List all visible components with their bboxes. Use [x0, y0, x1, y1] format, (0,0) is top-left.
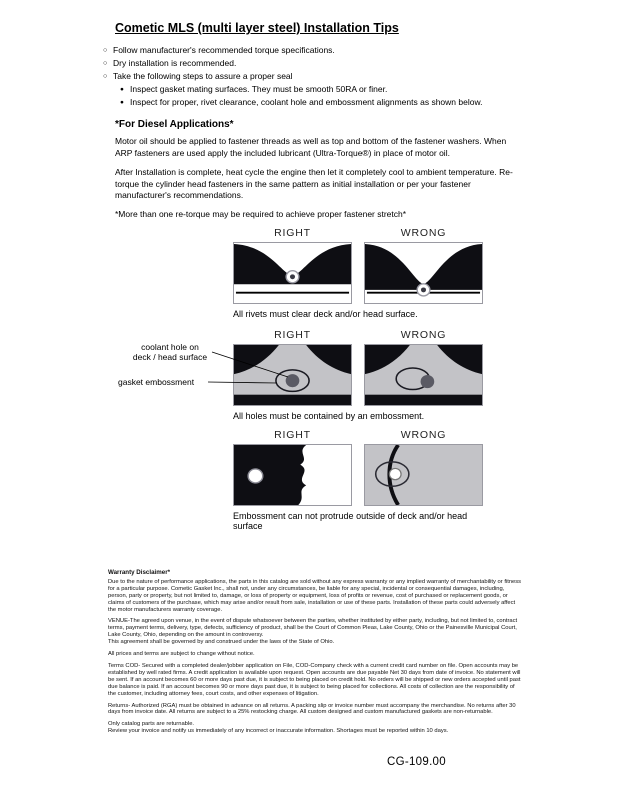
hole-contained-right-illustration: [234, 345, 351, 405]
embossment-protruding-wrong-illustration: [365, 445, 482, 505]
coolant-hole: [286, 374, 300, 387]
fig2-wrong-label: WRONG: [400, 329, 447, 341]
fig1-wrong-diagram: [364, 242, 483, 304]
fig2-wrong-diagram: [364, 344, 483, 406]
legal-paragraph-terms: Terms COD- Secured with a completed dealer/jobber application on File, COD-Company check with a current credit card number on file. Open accounts may be established by well rated firms. A credit application is available upon request. Open accounts are due payable Net 30 days from date of invoice. No statement will be sent. If an account becomes 60 or more days past due, it is subject to being placed on credit hold. No orders will be shipped or new orders accepted until past due balance is paid. If an account becomes 90 or more days past due, it is subject to being placed for collections. All costs of collection are the responsibility of the customer, including attorney fees, court costs, and other expenses of litigation.: [108, 662, 521, 697]
coolant-hole-callout: [128, 342, 212, 362]
fig3-right-diagram: [233, 444, 352, 506]
gasket-embossment-callout: gasket embossment: [118, 377, 195, 387]
retorque-note: *More than one re-torque may be required to achieve proper fastener stretch*: [115, 209, 407, 219]
fig2-right-label: RIGHT: [274, 329, 311, 341]
legal-paragraph-prices: All prices and terms are subject to change without notice.: [108, 651, 255, 658]
tip-item: ○ Follow manufacturer's recommended torque specifications.: [103, 44, 533, 57]
embossment-hole: [248, 469, 263, 483]
fig2-caption: All holes must be contained by an embossment.: [233, 411, 425, 421]
gasket-valley-shape: [365, 244, 482, 290]
rivet-center: [290, 274, 295, 279]
diesel-paragraph-oil: Motor oil should be applied to fastener threads as well as top and bottom of the fastener washers. When ARP fasteners are used apply the included lubricant (Ultra-Torque®) in place of motor oil.: [115, 136, 507, 158]
figure-hole-embossment: [233, 329, 483, 421]
gasket-edge-shape: [234, 445, 306, 505]
legal-paragraph-returns: Returns- Authorized (RGA) must be obtained in advance on all returns. A packing slip or invoice number must accompany the merchandise. No returns after 30 days from invoice date. All returns are subject to a 25% restocking charge. All custom designed and custom manufactured gaskets are non-returnable.: [108, 702, 516, 716]
page-title: Cometic MLS (multi layer steel) Installation Tips: [115, 21, 399, 35]
fig2-labels: [233, 329, 483, 341]
tip-item: ○ Dry installation is recommended.: [103, 57, 533, 70]
warranty-disclaimer-section: [108, 570, 522, 740]
document-code: CG-109.00: [387, 756, 446, 768]
deck-area: [365, 445, 482, 505]
legal-paragraph-governing-law: This agreement shall be governed by and construed under the laws of the State of Ohio.: [108, 639, 335, 646]
fig1-labels: [233, 227, 483, 239]
fig1-right-diagram: [233, 242, 352, 304]
legal-paragraph-invoice-review: Review your invoice and notify us immediately of any incorrect or inaccurate information. Shortages must be reported within 10 days.: [108, 728, 449, 735]
figure-embossment-protrusion: [233, 429, 483, 531]
embossment-hole: [389, 468, 401, 479]
diesel-paragraph-retorque: After Installation is complete, heat cycle the engine then let it completely cool to ambient temperature. Re-torque the cylinder head fasteners in the same pattern as initial installation or per your fastener manufacturer's recommendations.: [115, 167, 513, 200]
figure-rivet-clearance: [233, 227, 483, 319]
fig3-wrong-label: WRONG: [400, 429, 447, 441]
fig2-diagrams: [233, 344, 483, 406]
tip-item: ○ Take the following steps to assure a proper seal: [103, 70, 533, 83]
fig2-right-diagram: [233, 344, 352, 406]
fig1-right-label: RIGHT: [274, 227, 311, 239]
legal-paragraph-warranty: Due to the nature of performance applications, the parts in this catalog are sold without any express warranty or any implied warranty of merchantability or fitness for a particular purpose. Cometic Gasket Inc., shall not, under any circumstances, be liable for any special, incidental or consequential damages, including, person, party or property, but not limited to, damage, or loss of property or equipment, loss of profits or revenue, cost of purchased or replacement goods, or claims of customers of the purchase, which may arise and/or result from sale, installation or use of these parts. Installation of these parts could adversely affect the motor manufacturers warranty coverage.: [108, 578, 522, 613]
coolant-hole-callout-line2: deck / head surface: [132, 352, 208, 362]
coolant-hole-callout-line1: coolant hole on: [141, 342, 199, 352]
tip-subitem: ● Inspect for proper, rivet clearance, coolant hole and embossment alignments as shown below.: [120, 96, 533, 109]
fig1-caption: All rivets must clear deck and/or head surface.: [233, 309, 418, 319]
legal-paragraph-catalog-parts: Only catalog parts are returnable.: [108, 721, 195, 728]
rivet-touching-wrong-illustration: [365, 243, 482, 303]
fig1-wrong-label: WRONG: [400, 227, 447, 239]
fig3-wrong-diagram: [364, 444, 483, 506]
tip-subitem: ● Inspect gasket mating surfaces. They must be smooth 50RA or finer.: [120, 83, 533, 96]
fig3-right-label: RIGHT: [274, 429, 311, 441]
fig3-diagrams: [233, 444, 483, 506]
diesel-applications-heading: *For Diesel Applications*: [115, 119, 234, 130]
rivet-clear-right-illustration: [234, 243, 351, 303]
fig1-diagrams: [233, 242, 483, 304]
rivet-center: [421, 287, 426, 292]
hole-not-contained-wrong-illustration: [365, 345, 482, 405]
gasket-bottom-band: [365, 395, 482, 405]
fig3-caption: Embossment can not protrude outside of deck and/or head surface: [233, 511, 468, 531]
legal-paragraph-venue: VENUE-The agreed upon venue, in the event of dispute whatsoever between the parties, whether instituted by either party, including, but not limited to, contract terms, payment terms, delivery, type, defects, sufficiency of product, shall be the Court of Common Pleas, Lake County, Ohio or the Painesville Municipal Court, Lake County, Ohio, depending on the amount in controversy.: [108, 618, 518, 639]
embossment-inside-right-illustration: [234, 445, 351, 505]
gasket-bottom-band: [234, 395, 351, 405]
fig3-labels: [233, 429, 483, 441]
warranty-heading: Warranty Disclaimer*: [108, 569, 171, 576]
coolant-hole: [421, 375, 435, 388]
installation-tips-list: [103, 44, 533, 109]
